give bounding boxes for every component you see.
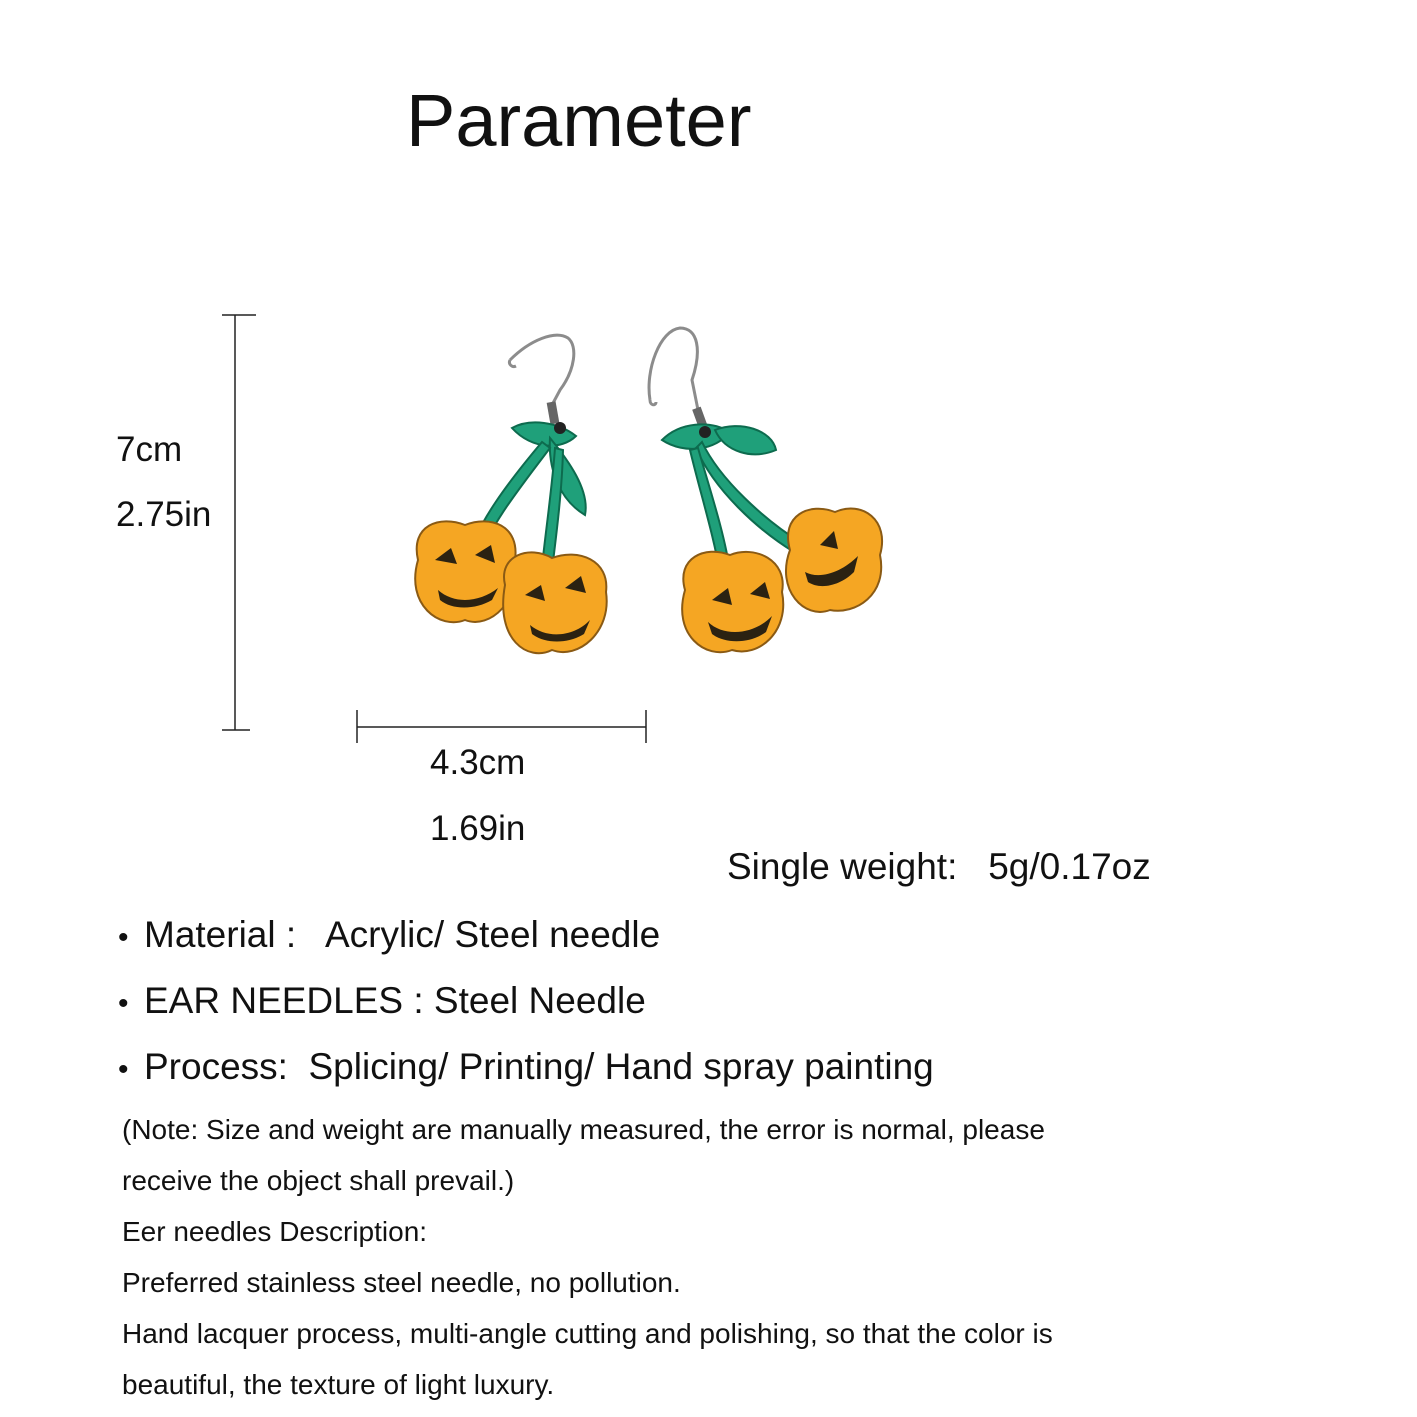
spec-item-material — [118, 916, 660, 953]
spec-item-process — [118, 1048, 934, 1085]
page-title: Parameter — [406, 79, 752, 162]
left-pumpkin-1 — [415, 521, 516, 622]
spec-item-ear-needles — [118, 982, 646, 1019]
right-stem — [662, 424, 800, 574]
bullet-icon: • — [118, 1053, 129, 1086]
weight-value: 5g/0.17oz — [988, 846, 1151, 887]
right-pumpkin-2 — [682, 552, 783, 652]
description-line: beautiful, the texture of light luxury. — [122, 1369, 555, 1400]
pumpkin-earrings-image — [380, 310, 900, 680]
weight-label: Single weight: — [727, 846, 958, 887]
right-pumpkin-1 — [786, 509, 882, 612]
left-pumpkin-2 — [503, 552, 607, 653]
left-ear-hook — [509, 335, 573, 405]
spec-text: Material : Acrylic/ Steel needle — [144, 914, 661, 955]
width-in-label: 1.69in — [430, 809, 526, 848]
description-line: Preferred stainless steel needle, no pollution. — [122, 1267, 681, 1298]
bullet-icon: • — [118, 987, 129, 1020]
height-cm-label: 7cm — [116, 430, 183, 469]
description-line: Hand lacquer process, multi-angle cutting and polishing, so that the color is — [122, 1318, 1053, 1349]
spec-text: Process: Splicing/ Printing/ Hand spray painting — [144, 1046, 934, 1087]
bullet-icon: • — [118, 921, 129, 954]
spec-text: EAR NEEDLES : Steel Needle — [144, 980, 646, 1021]
width-cm-label: 4.3cm — [430, 743, 526, 782]
note-line: receive the object shall prevail.) — [122, 1165, 515, 1196]
height-in-label: 2.75in — [116, 495, 212, 534]
single-weight — [727, 848, 1151, 885]
right-ear-hook — [649, 328, 698, 410]
description-heading: Eer needles Description: — [122, 1216, 428, 1247]
height-dimension-line — [215, 310, 265, 740]
note-line: (Note: Size and weight are manually measured, the error is normal, please — [122, 1114, 1045, 1145]
